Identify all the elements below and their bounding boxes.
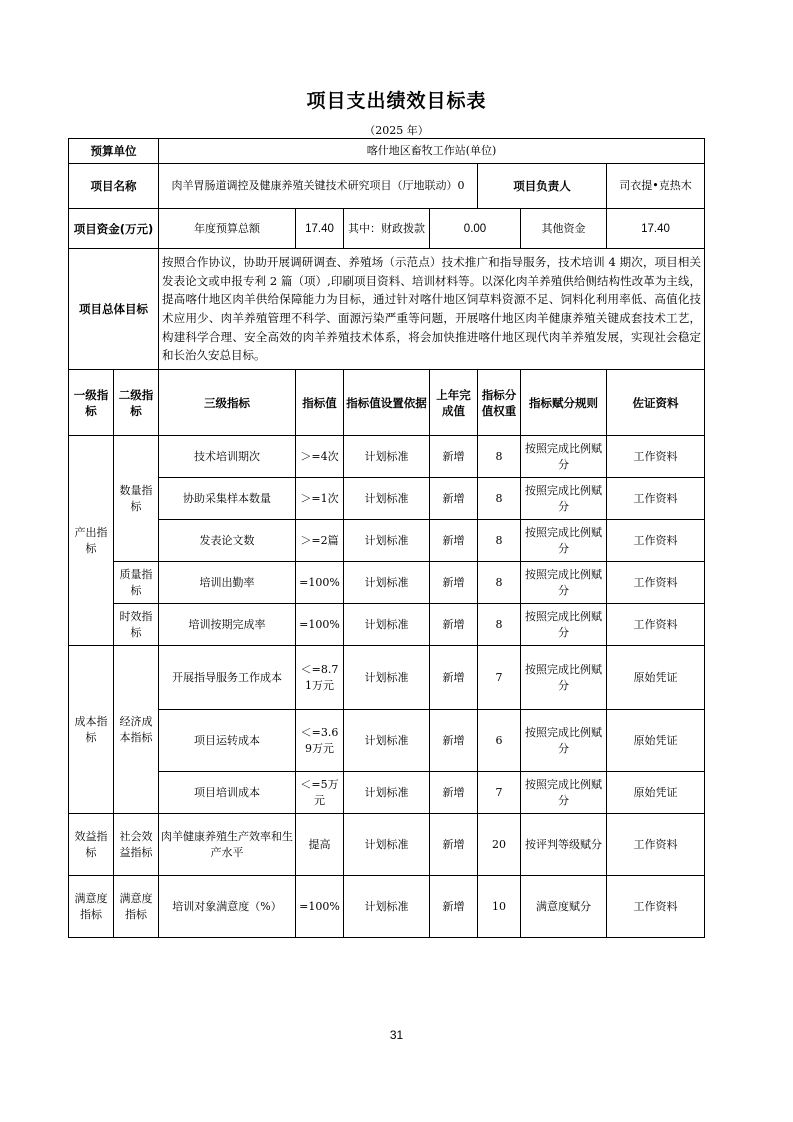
project-owner-value: 司衣提•克热木 [607,164,705,209]
indicator-value: ＞=2篇 [296,520,344,562]
indicator-weight: 8 [478,604,521,646]
indicator-basis: 计划标准 [344,604,430,646]
indicator-last-year: 新增 [430,478,478,520]
indicator-weight: 8 [478,562,521,604]
indicator-basis: 计划标准 [344,710,430,772]
performance-target-table [68,138,705,938]
project-funds-row [69,209,705,249]
year-label: （2025 年） [364,124,429,137]
indicator-last-year: 新增 [430,604,478,646]
indicator-basis: 计划标准 [344,520,430,562]
budget-unit-label: 预算单位 [69,139,159,164]
group-satisfaction: 满意度指标 [69,876,114,938]
annual-budget-value: 17.40 [296,209,344,249]
indicator-basis: 计划标准 [344,646,430,710]
group-timeliness: 时效指标 [114,604,159,646]
indicator-rule: 按照完成比例赋分 [521,646,607,710]
indicator-basis: 计划标准 [344,814,430,876]
table-row [69,772,705,814]
indicator-name: 肉羊健康养殖生产效率和生产水平 [159,814,296,876]
overall-goal-text: 按照合作协议，协助开展调研调查、养殖场（示范点）技术推广和指导服务，技术培训 4 期次，项目相关发表论文或申报专利 2 篇（项）,印刷项目资料、培训材料等。以深化肉羊养殖供给侧结构性改革为主线，提高喀什地区肉羊供给保障能力为目标，通过针对喀什地区饲草料资源不足、饲料化利用率低、高值化技术应用少、肉羊养殖管理不科学、面源污染严重等问题，开展喀什地区肉羊健康养殖关键成套技术工艺，构建科学合理、安全高效的肉羊养殖技术体系，将会加快推进喀什地区现代肉羊养殖发展，实现社会稳定和长治久安总目标。 [159,249,705,370]
overall-goal-label: 项目总体目标 [69,249,159,370]
group-quantity: 数量指标 [114,436,159,562]
indicator-basis: 计划标准 [344,876,430,938]
indicator-weight: 8 [478,520,521,562]
indicator-weight: 7 [478,772,521,814]
indicator-weight: 20 [478,814,521,876]
page-title: 项目支出绩效目标表 [306,90,487,112]
budget-unit-value: 喀什地区畜牧工作站(单位) [159,139,705,164]
indicator-rule: 按照完成比例赋分 [521,478,607,520]
indicator-value: 提高 [296,814,344,876]
table-row [69,814,705,876]
group-satisfaction-sub: 满意度指标 [114,876,159,938]
indicator-evidence: 原始凭证 [607,772,705,814]
indicator-evidence: 工作资料 [607,436,705,478]
project-name-value: 肉羊胃肠道调控及健康养殖关键技术研究项目（厅地联动）0 [159,164,478,209]
group-quality: 质量指标 [114,562,159,604]
indicator-last-year: 新增 [430,646,478,710]
indicator-evidence: 工作资料 [607,876,705,938]
col-level2-header: 二级指标 [114,370,159,436]
col-basis-header: 指标值设置依据 [344,370,430,436]
indicator-rule: 按照完成比例赋分 [521,436,607,478]
table-row [69,604,705,646]
indicator-rule: 按照完成比例赋分 [521,562,607,604]
table-row [69,710,705,772]
group-economic-cost: 经济成本指标 [114,646,159,814]
col-evidence-header: 佐证资料 [607,370,705,436]
column-header-row [69,370,705,436]
indicator-rule: 按评判等级赋分 [521,814,607,876]
indicator-value: ＜=5万元 [296,772,344,814]
indicator-basis: 计划标准 [344,436,430,478]
overall-goal-row [69,249,705,370]
indicator-weight: 6 [478,710,521,772]
indicator-last-year: 新增 [430,876,478,938]
indicator-evidence: 工作资料 [607,478,705,520]
other-funds-value: 17.40 [607,209,705,249]
indicator-last-year: 新增 [430,772,478,814]
indicator-evidence: 原始凭证 [607,646,705,710]
fiscal-funds-label: 其中：财政拨款 [344,209,430,249]
other-funds-label: 其他资金 [521,209,607,249]
indicator-evidence: 工作资料 [607,604,705,646]
indicator-value: ＞=4次 [296,436,344,478]
indicator-value: =100% [296,562,344,604]
indicator-last-year: 新增 [430,436,478,478]
indicator-rule: 按照完成比例赋分 [521,772,607,814]
table-row [69,876,705,938]
indicator-value: ＞=1次 [296,478,344,520]
indicator-weight: 8 [478,478,521,520]
indicator-evidence: 原始凭证 [607,710,705,772]
indicator-name: 培训对象满意度（%） [159,876,296,938]
project-funds-label: 项目资金(万元) [69,209,159,249]
col-value-header: 指标值 [296,370,344,436]
indicator-evidence: 工作资料 [607,520,705,562]
page-number: 31 [389,1028,404,1042]
indicator-last-year: 新增 [430,520,478,562]
indicator-last-year: 新增 [430,562,478,604]
indicator-basis: 计划标准 [344,772,430,814]
table-row [69,562,705,604]
indicator-rule: 满意度赋分 [521,876,607,938]
table-row [69,520,705,562]
col-weight-header: 指标分值权重 [478,370,521,436]
indicator-weight: 8 [478,436,521,478]
indicator-name: 项目培训成本 [159,772,296,814]
project-owner-label: 项目负责人 [478,164,607,209]
col-level1-header: 一级指标 [69,370,114,436]
indicator-rule: 按照完成比例赋分 [521,520,607,562]
fiscal-funds-value: 0.00 [430,209,521,249]
group-cost: 成本指标 [69,646,114,814]
col-level3-header: 三级指标 [159,370,296,436]
indicator-last-year: 新增 [430,814,478,876]
project-name-row [69,164,705,209]
indicator-name: 开展指导服务工作成本 [159,646,296,710]
col-rule-header: 指标赋分规则 [521,370,607,436]
indicator-evidence: 工作资料 [607,562,705,604]
indicator-weight: 10 [478,876,521,938]
indicator-name: 发表论文数 [159,520,296,562]
indicator-value: ＜=3.69万元 [296,710,344,772]
indicator-name: 培训按期完成率 [159,604,296,646]
table-row [69,436,705,478]
indicator-weight: 7 [478,646,521,710]
group-output: 产出指标 [69,436,114,646]
indicator-rule: 按照完成比例赋分 [521,710,607,772]
annual-budget-label: 年度预算总额 [159,209,296,249]
indicator-evidence: 工作资料 [607,814,705,876]
group-social-benefit: 社会效益指标 [114,814,159,876]
indicator-last-year: 新增 [430,710,478,772]
indicator-rule: 按照完成比例赋分 [521,604,607,646]
indicator-name: 项目运转成本 [159,710,296,772]
table-row [69,478,705,520]
indicator-name: 协助采集样本数量 [159,478,296,520]
col-last-year-header: 上年完成值 [430,370,478,436]
indicator-value: =100% [296,604,344,646]
indicator-value: =100% [296,876,344,938]
indicator-basis: 计划标准 [344,562,430,604]
indicator-value: ＜=8.71万元 [296,646,344,710]
project-name-label: 项目名称 [69,164,159,209]
indicator-name: 技术培训期次 [159,436,296,478]
indicator-name: 培训出勤率 [159,562,296,604]
budget-unit-row [69,139,705,164]
indicator-basis: 计划标准 [344,478,430,520]
table-row [69,646,705,710]
group-benefit: 效益指标 [69,814,114,876]
